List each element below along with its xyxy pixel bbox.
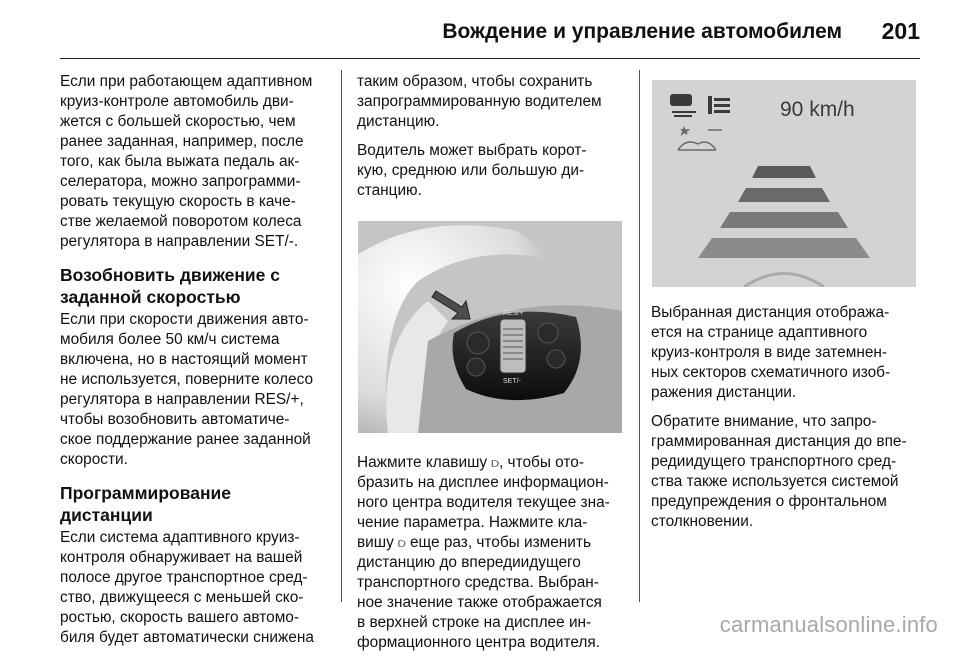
page-title: Вождение и управление автомобилем [442,20,842,43]
follow-distance-icon: ⫐ [491,455,499,470]
paragraph: Водитель может выбрать корот- кую, среднюю или большую ди- станцию. [357,142,587,199]
left-column [60,72,332,657]
column-divider [639,70,640,602]
page-header [0,0,960,62]
set-speed-readout: 90 km/h [780,98,855,121]
paragraph: таким образом, чтобы сохранить запрограммированную водителем дистанцию. [357,73,602,130]
steering-wheel-image [358,221,622,433]
watermark: carmanualsonline.info [719,612,938,637]
paragraph: Выбранная дистанция отобража- ется на странице адаптивного круиз-контроля в виде затемнен- ных секторов схематичного изоб- ражения дистанции. [651,304,891,401]
paragraph: Если система адаптивного круиз- контроля обнаруживает на вашей полосе другое транспортное сред- ство, движущееся с меньшей ско- ростью, скорость вашего автомо- биля будет автоматически снижена [60,529,314,646]
follow-distance-icon: ⫐ [398,535,406,550]
header-rule [60,58,920,59]
paragraph: Нажмите клавишу ⫐, чтобы ото- бразить на дисплее информацион- ного центра водителя текущее зна- чение параметра. Нажмите кла- вишу ⫐ еще раз, чтобы изменить дистанцию до впередиидущего транспортного средства. Выбран- ное значение также отображается в верхней строке на дисплее ин- формационного центра водителя. [357,454,610,651]
res-label: RES/+ [503,310,524,317]
steering-wheel-illustration [358,221,622,433]
column-divider [341,70,342,602]
distance-display-illustration [652,80,916,287]
driver-info-display-image [652,80,916,287]
paragraph: Если при работающем адаптивном круиз-контроле автомобиль дви- жется с большей скоростью, чем ранее заданная, например, после того, как была выжата педаль ак- селератора, можно запрограмми- ровать текущую скорость в каче- стве желаемой поворотом колеса регулятора в направлении SET/-. [60,73,313,250]
paragraph: Обратите внимание, что запро- граммированная дистанция до впе- редиидущего транспортного сред- ства также используется системой предупреждения о фронтальном столкновении. [651,413,907,530]
paragraph: Если при скорости движения авто- мобиля более 50 км/ч система включена, но в настоящий момент не используется, поверните колесо регулятора в направлении RES/+, чтобы возобновить автоматиче- ское поддержание ранее заданной скорости. [60,311,314,468]
page-number: 201 [881,18,920,44]
section-heading: Программирование дистанции [60,483,232,525]
section-heading: Возобновить движение с заданной скоростью [60,265,281,307]
middle-column [357,72,633,662]
distance-bars-icon [708,96,730,114]
set-label: SET/- [503,378,521,385]
right-column [651,72,919,541]
